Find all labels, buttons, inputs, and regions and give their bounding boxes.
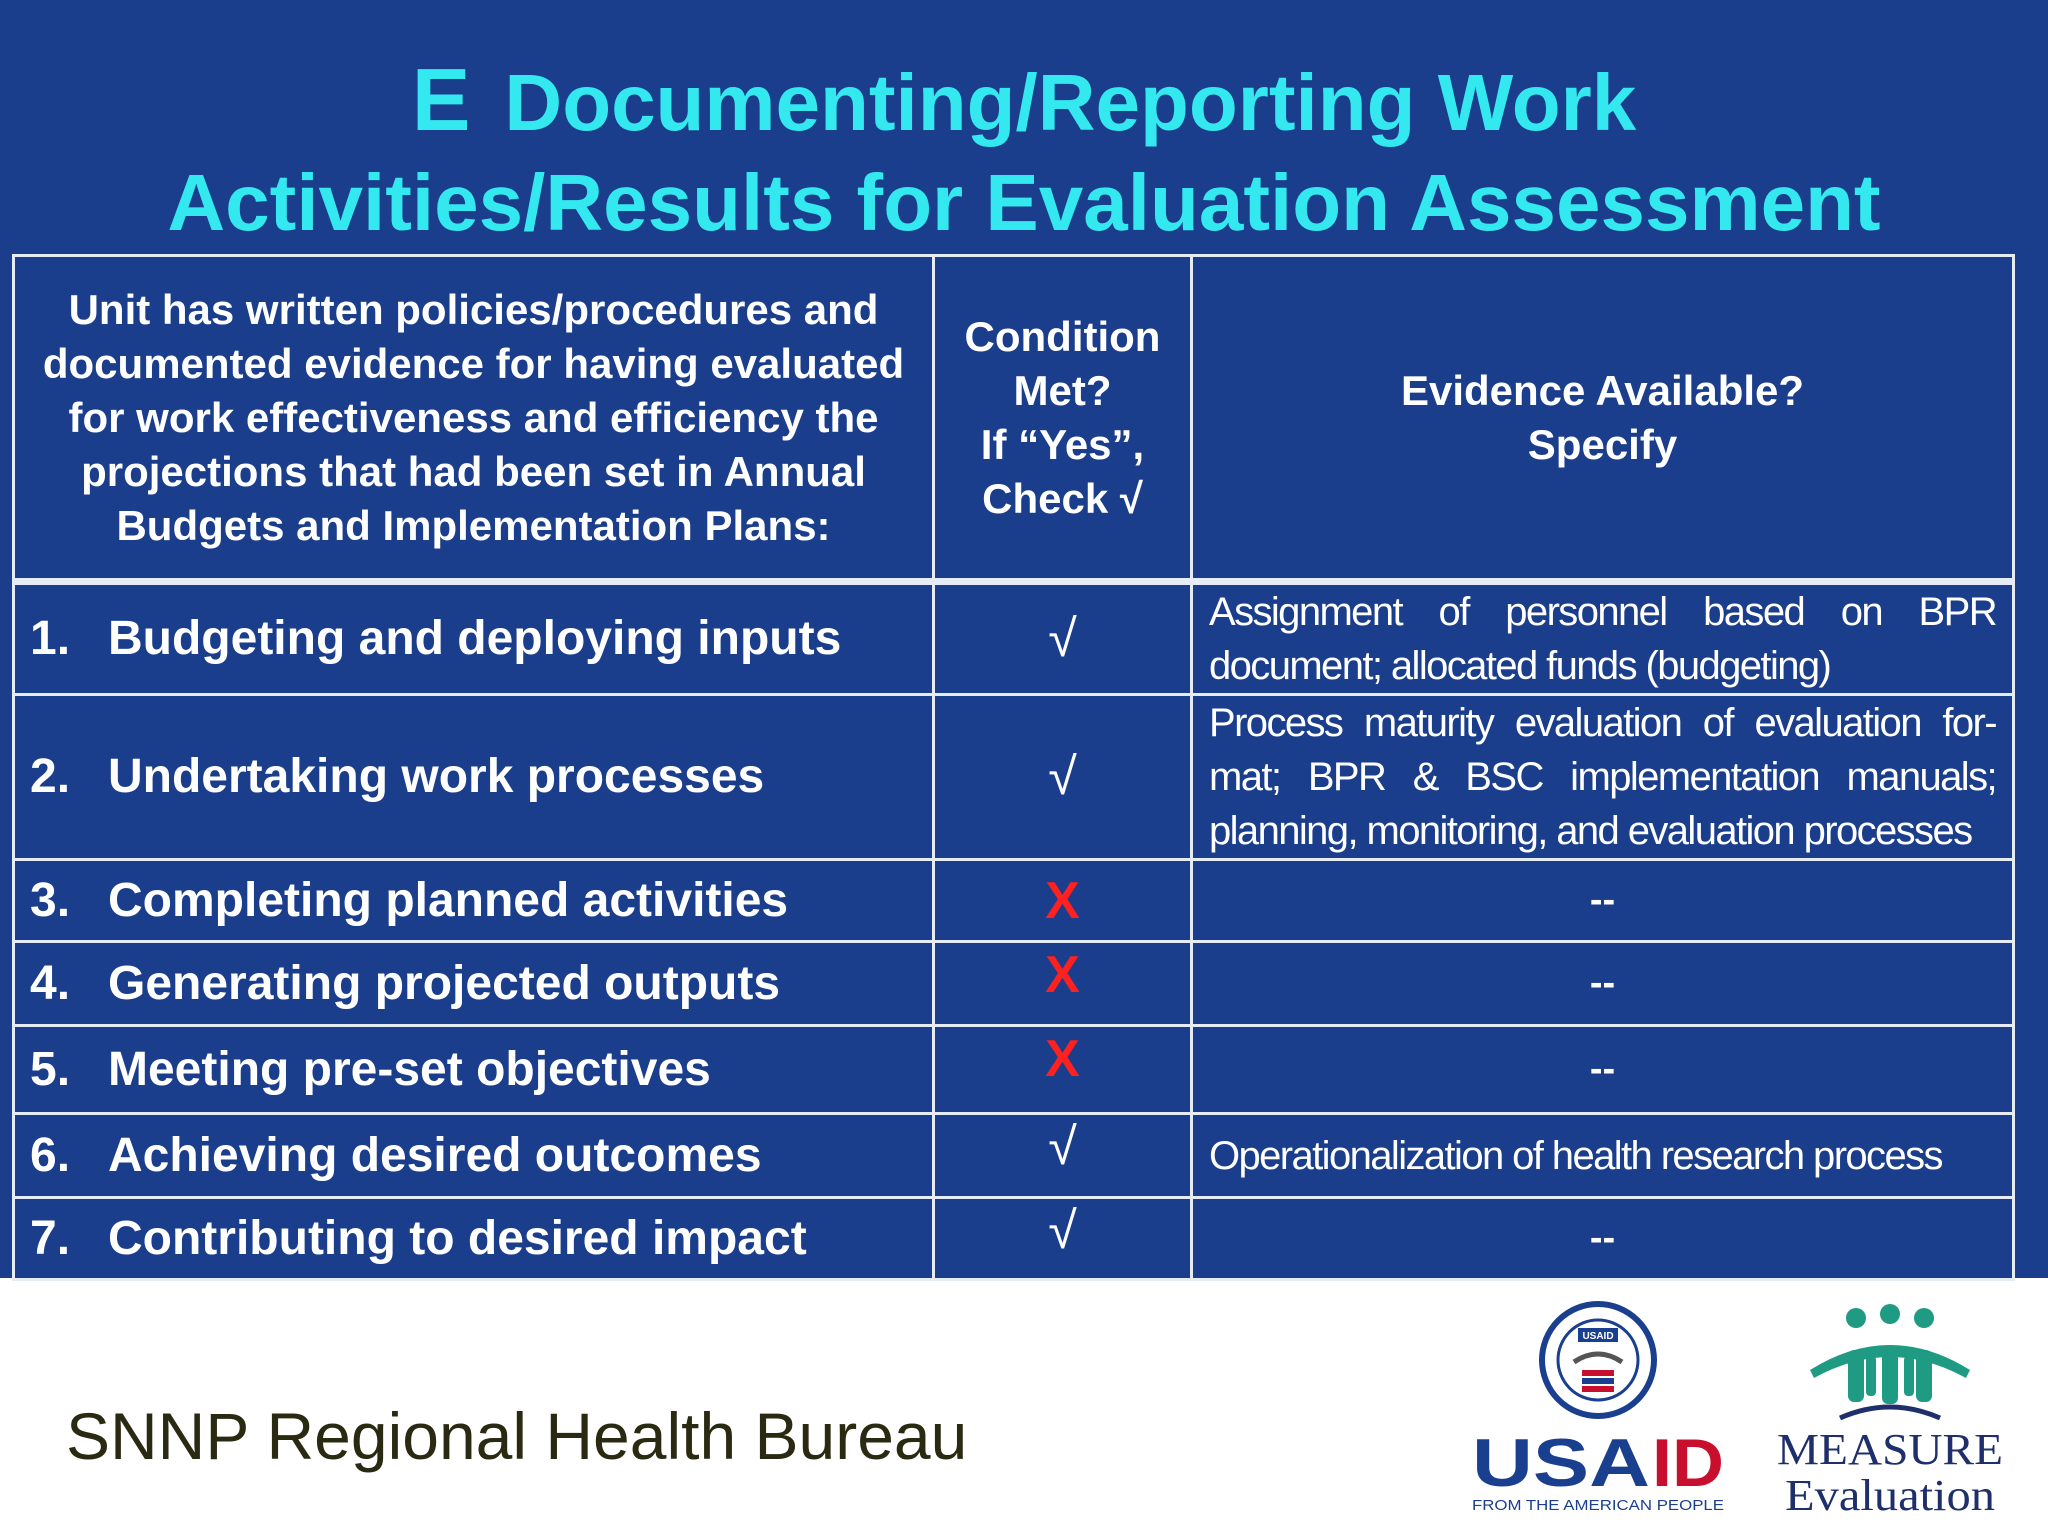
evidence-cell bbox=[1192, 695, 2014, 860]
condition-cell bbox=[934, 942, 1192, 1026]
condition-cell bbox=[934, 1198, 1192, 1280]
usaid-word-usa: USA bbox=[1472, 1425, 1650, 1501]
evidence-header-line-2: Specify bbox=[1527, 420, 1678, 468]
evidence-cell bbox=[1192, 1026, 2014, 1114]
x-mark: X bbox=[1045, 1030, 1080, 1088]
title-line-1-text: Documenting/Reporting Work bbox=[504, 58, 1637, 147]
row-label-text: Budgeting and deploying inputs bbox=[108, 612, 842, 665]
row-label bbox=[14, 1114, 934, 1198]
evidence-cell bbox=[1192, 942, 2014, 1026]
check-mark: √ bbox=[1048, 1118, 1077, 1176]
evidence-header bbox=[1192, 256, 2014, 582]
evidence-cell bbox=[1192, 860, 2014, 942]
row-number: 1. bbox=[30, 612, 71, 665]
table-row bbox=[14, 1198, 2014, 1280]
evidence-cell bbox=[1192, 582, 2014, 695]
usaid-tagline: FROM THE AMERICAN PEOPLE bbox=[1472, 1497, 1724, 1514]
measure-evaluation-logo bbox=[1770, 1300, 2010, 1520]
condition-header-line-1: Condition bbox=[964, 312, 1161, 360]
evidence-cell bbox=[1192, 1114, 2014, 1198]
condition-cell bbox=[934, 695, 1192, 860]
evidence-text: Process maturity evaluation of evaluation for-mat; BPR & BSC implementation manuals; planning, monitoring, and evaluation processes bbox=[1209, 701, 1996, 853]
condition-cell bbox=[934, 860, 1192, 942]
evidence-text: -- bbox=[1589, 1217, 1616, 1259]
usaid-seal bbox=[1542, 1304, 1654, 1416]
row-number: 6. bbox=[30, 1128, 71, 1182]
condition-header-line-3: If “Yes”, bbox=[980, 420, 1145, 468]
criteria-header-text: Unit has written policies/procedures and documented evidence for having evaluated for work effectiveness and efficiency the projections that had been set in Annual Budgets and Implementation Plans: bbox=[42, 285, 905, 549]
row-number: 4. bbox=[30, 956, 71, 1010]
usaid-logo bbox=[1468, 1300, 1728, 1520]
condition-cell bbox=[934, 1114, 1192, 1198]
slide-title bbox=[0, 50, 2048, 253]
evidence-header-line-1: Evidence Available? bbox=[1400, 366, 1805, 414]
assessment-table bbox=[12, 254, 2015, 1281]
table-row bbox=[14, 582, 2014, 695]
table-row bbox=[14, 695, 2014, 860]
usaid-word-id: ID bbox=[1652, 1425, 1724, 1501]
criteria-header bbox=[14, 256, 934, 582]
row-label-text: Undertaking work processes bbox=[108, 750, 765, 803]
row-number: 5. bbox=[30, 1042, 71, 1096]
check-mark: √ bbox=[1048, 610, 1077, 668]
x-mark: X bbox=[1045, 871, 1080, 930]
table-row bbox=[14, 1026, 2014, 1114]
row-label-text: Contributing to desired impact bbox=[108, 1211, 807, 1265]
evaluation-word: Evaluation bbox=[1785, 1471, 1995, 1520]
table-row bbox=[14, 860, 2014, 942]
usaid-seal-text: USAID bbox=[1582, 1331, 1614, 1342]
evidence-text: -- bbox=[1589, 962, 1616, 1004]
condition-header-line-2: Met? bbox=[1013, 366, 1112, 414]
row-label bbox=[14, 1198, 934, 1280]
check-mark: √ bbox=[1048, 748, 1077, 806]
condition-cell bbox=[934, 1026, 1192, 1114]
x-mark: X bbox=[1045, 946, 1080, 1004]
title-line-1 bbox=[0, 50, 2048, 153]
evidence-text: -- bbox=[1589, 879, 1616, 921]
title-line-2: Activities/Results for Evaluation Assessment bbox=[167, 158, 1881, 247]
row-label-text: Meeting pre-set objectives bbox=[108, 1042, 711, 1096]
row-number: 3. bbox=[30, 873, 71, 927]
organization-name: SNNP Regional Health Bureau bbox=[66, 1399, 968, 1473]
table-row bbox=[14, 942, 2014, 1026]
check-mark: √ bbox=[1048, 1202, 1077, 1260]
condition-header bbox=[934, 256, 1192, 582]
condition-header-line-4: Check √ bbox=[982, 474, 1143, 522]
row-number: 7. bbox=[30, 1211, 71, 1265]
people-icon bbox=[1810, 1304, 1970, 1404]
row-label bbox=[14, 942, 934, 1026]
row-label bbox=[14, 695, 934, 860]
measure-word: MEASURE bbox=[1777, 1425, 2003, 1474]
table-header-row bbox=[14, 256, 2014, 582]
row-label bbox=[14, 860, 934, 942]
evidence-text: Assignment of personnel based on BPR document; allocated funds (budgeting) bbox=[1209, 590, 1996, 688]
row-label-text: Achieving desired outcomes bbox=[108, 1128, 762, 1182]
table-row bbox=[14, 1114, 2014, 1198]
row-label-text: Generating projected outputs bbox=[108, 956, 781, 1010]
row-label bbox=[14, 1026, 934, 1114]
row-label-text: Completing planned activities bbox=[108, 873, 789, 927]
evidence-text: Operationalization of health research process bbox=[1209, 1133, 1942, 1178]
condition-cell bbox=[934, 582, 1192, 695]
evidence-cell bbox=[1192, 1198, 2014, 1280]
row-label bbox=[14, 582, 934, 695]
evidence-text: -- bbox=[1589, 1048, 1616, 1090]
section-letter: E bbox=[411, 50, 471, 149]
row-number: 2. bbox=[30, 750, 71, 803]
